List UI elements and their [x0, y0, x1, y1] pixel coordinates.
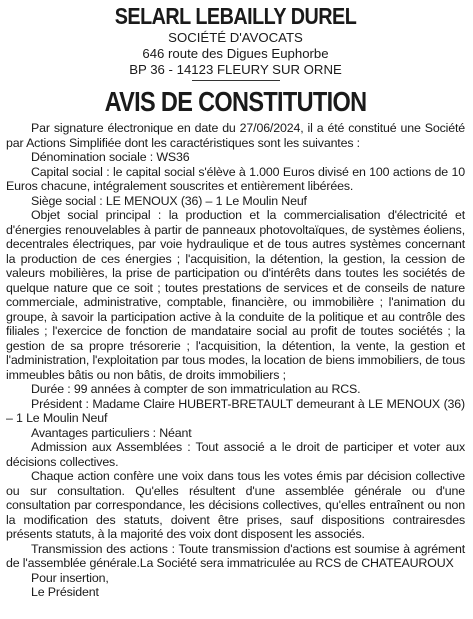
- header-divider: [192, 80, 280, 81]
- paragraph-capital: Capital social : le capital social s'élève à 1.000 Euros divisé en 100 actions de 10 Euros chacune, intégralement souscrites et entièrement libérées.: [6, 164, 465, 193]
- paragraph-admission: Admission aux Assemblées : Tout associé a le droit de participer et voter aux décisions collectives.: [6, 440, 465, 469]
- paragraph-transmission: Transmission des actions : Toute transmission d'actions est soumise à agrément de l'assemblée générale.La Société sera immatriculée au RCS de CHATEAUROUX: [6, 541, 465, 570]
- notice-body: [6, 121, 465, 600]
- paragraph-insertion: Pour insertion,: [31, 570, 109, 585]
- notice-header: [6, 2, 465, 119]
- paragraph-objet: Objet social principal : la production et la commercialisation d'électricité et d'énergies renouvelables à partir de panneaux photovoltaïques, de systèmes éoliens, decentrales électriques, par voie hydraulique et de tous autres systèmes concernant la production de ces énergies ; l'acquisition, la détention, la gestion, la cession de valeurs mobilières, la prise de participation ou d'intérêts dans toutes les sociétés de quelque nature que ce soit ; toutes prestations de services et de conseils de nature commerciale, administrative, comptable, financière, ou immobilière ; l'animation du groupe, à savoir la participation active à la conduite de la politique et au contrôle des filiales ; l'exercice de fonction de mandataire social au profit de toutes sociétés ; la gestion de sa propre trésorerie ; l'acquisition, la détention, la vente, la gestion et l'administration, l'exploitation par tous modes, la location de biens immobiliers, de tous immeubles bâtis ou non bâtis, de droits immobiliers ;: [6, 208, 465, 382]
- firm-name: SELARL LEBAILLY DUREL: [114, 3, 357, 29]
- paragraph-siege: Siège social : LE MENOUX (36) – 1 Le Moulin Neuf: [31, 193, 307, 208]
- firm-address-line-2: BP 36 - 14123 FLEURY SUR ORNE: [129, 62, 342, 77]
- firm-type: SOCIÉTÉ D'AVOCATS: [168, 30, 303, 45]
- paragraph-votes: Chaque action confère une voix dans tous les votes émis par décision collective ou sur consultation. Qu'elles résultent d'une assemblée générale ou d'une consultation par correspondance, les décisions collectives, qu'elles entraînent ou non la modification des statuts, doivent être prises, sauf dispositions contrairesdes présents statuts, à la majorité des voix dont disposent les associés.: [6, 469, 465, 541]
- paragraph-denomination: Dénomination sociale : WS36: [31, 150, 190, 164]
- paragraph-president: Président : Madame Claire HUBERT-BRETAULT demeurant à LE MENOUX (36) – 1 Le Moulin Neuf: [6, 396, 465, 425]
- paragraph-intro: Par signature électronique en date du 27/06/2024, il a été constitué une Société par Actions Simplifiée dont les caractéristiques sont les suivantes :: [6, 121, 465, 150]
- paragraph-duree: Durée : 99 années à compter de son immatriculation au RCS.: [31, 382, 361, 396]
- paragraph-avantages: Avantages particuliers : Néant: [31, 425, 192, 440]
- firm-address-line-1: 646 route des Digues Euphorbe: [142, 46, 329, 61]
- notice-title: AVIS DE CONSTITUTION: [104, 86, 367, 117]
- paragraph-signature: Le Président: [31, 585, 99, 599]
